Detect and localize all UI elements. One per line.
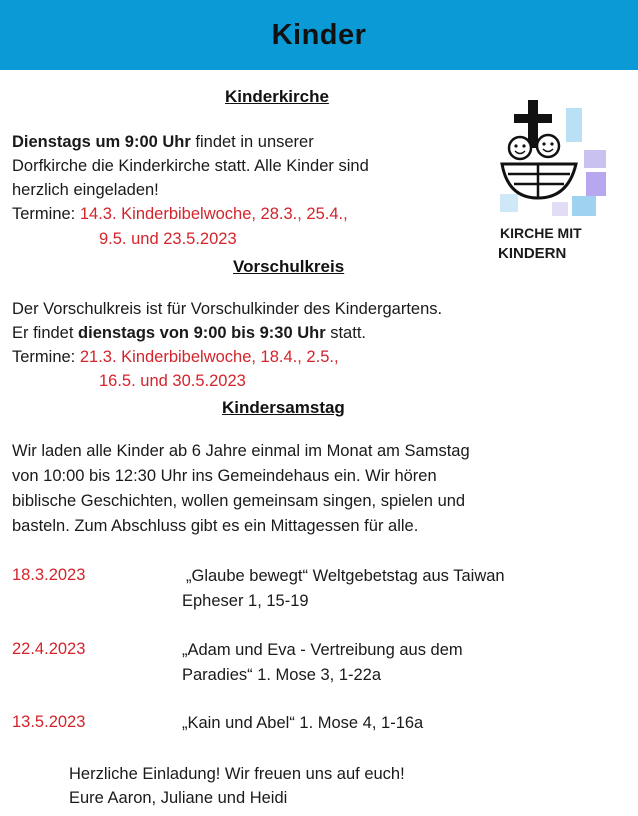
vorschulkreis-time: dienstags von 9:00 bis 9:30 Uhr — [78, 324, 326, 342]
kinderkirche-heading: Kinderkirche — [225, 87, 329, 106]
event-reference: Paradies“ 1. Mose 3, 1-22a — [182, 666, 382, 684]
logo-graphic — [494, 98, 618, 270]
kindersamstag-line-3: biblische Geschichten, wollen gemeinsam singen, spielen und — [12, 492, 466, 510]
kindersamstag-heading: Kindersamstag — [222, 398, 345, 417]
kinderkirche-termine — [12, 204, 348, 224]
logo-text-line-1: KIRCHE MIT — [500, 225, 582, 241]
event-title: „Kain und Abel“ 1. Mose 4, 1-16a — [182, 714, 424, 732]
logo-text-line-2: KINDERN — [498, 245, 567, 262]
kinderkirche-termine-1: 14.3. Kinderbibelwoche, 28.3., 25.4., — [79, 205, 348, 223]
termine-label: Termine: — [12, 348, 80, 366]
header-bar — [0, 0, 638, 70]
event-date: 22.4.2023 — [12, 640, 86, 658]
kinderkirche-time: Dienstags um 9:00 Uhr — [12, 133, 191, 151]
vorschulkreis-termine-1: 21.3. Kinderbibelwoche, 18.4., 2.5., — [79, 348, 339, 366]
kindersamstag-line-4: basteln. Zum Abschluss gibt es ein Mittagessen für alle. — [12, 517, 419, 535]
vorschulkreis-line-2-end: statt. — [325, 324, 366, 342]
kinderkirche-line-3: herzlich eingeladen! — [12, 181, 159, 199]
event-reference: Epheser 1, 15-19 — [182, 592, 309, 610]
event-title: „Adam und Eva - Vertreibung aus dem — [182, 641, 463, 659]
vorschulkreis-line-2 — [12, 323, 366, 343]
vorschulkreis-line-2-start: Er findet — [12, 324, 79, 342]
termine-label: Termine: — [12, 205, 80, 223]
event-title: „Glaube bewegt“ Weltgebetstag aus Taiwan — [186, 567, 505, 585]
kinderkirche-line-1-rest: findet in unserer — [190, 133, 314, 151]
closing-line-2: Eure Aaron, Juliane und Heidi — [69, 789, 288, 807]
vorschulkreis-termine-2: 16.5. und 30.5.2023 — [99, 372, 246, 390]
kindersamstag-line-1: Wir laden alle Kinder ab 6 Jahre einmal im Monat am Samstag — [12, 442, 470, 460]
vorschulkreis-termine — [12, 347, 339, 367]
page-title: Kinder — [271, 18, 367, 51]
kinderkirche-line-1 — [12, 132, 314, 152]
vorschulkreis-heading: Vorschulkreis — [233, 257, 345, 276]
event-date: 18.3.2023 — [12, 566, 86, 584]
event-date: 13.5.2023 — [12, 713, 86, 731]
kinderkirche-line-2: Dorfkirche die Kinderkirche statt. Alle Kinder sind — [12, 157, 369, 175]
kindersamstag-line-2: von 10:00 bis 12:30 Uhr ins Gemeindehaus ein. Wir hören — [12, 467, 437, 485]
kinderkirche-termine-2: 9.5. und 23.5.2023 — [99, 230, 237, 248]
closing-line-1: Herzliche Einladung! Wir freuen uns auf euch! — [69, 765, 405, 783]
kirche-mit-kindern-logo — [494, 98, 618, 270]
vorschulkreis-line-1: Der Vorschulkreis ist für Vorschulkinder des Kindergartens. — [12, 300, 443, 318]
